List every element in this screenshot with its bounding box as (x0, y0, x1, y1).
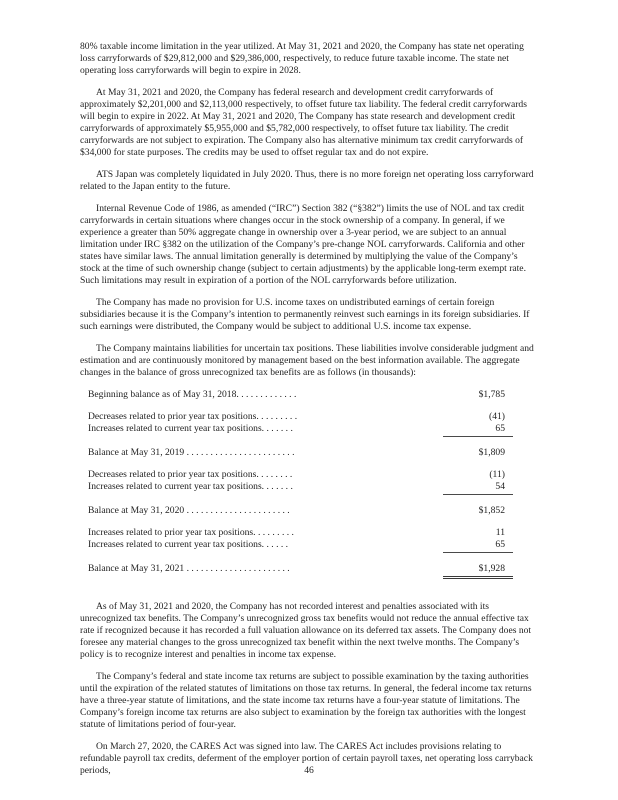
row-label: Increases related to current year tax positions. . . . . . . (88, 481, 293, 492)
paragraph: Internal Revenue Code of 1986, as amended (“IRC”) Section 382 (“§382”) limits the use of NOL and tax credit carryforwards in certain situations where changes occur in the stock ownership of a company. In general, if we experience a greater than 50% aggregate change in ownership over a 3-year period, we are subject to an annual limitation under IRC §382 on the utilization of the Company’s pre-change NOL carryforwards. California and other states have similar laws. The annual limitation generally is determined by multiplying the value of the Company’s stock at the time of such ownership change (subject to certain adjustments) by the applicable long-term exempt rate. Such limitations may result in expiration of a portion of the NOL carryforwards before utilization. (80, 203, 526, 286)
paragraph: ATS Japan was completely liquidated in July 2020. Thus, there is no more foreign net operating loss carryforward related to the Japan entity to the future. (80, 169, 534, 192)
table-row (88, 469, 540, 481)
row-label: Balance at May 31, 2019 . . . . . . . . . . . . . . . . . . . . . . . (88, 447, 295, 458)
row-label: Increases related to prior year tax positions. . . . . . . . . (88, 527, 294, 538)
paragraph: As of May 31, 2021 and 2020, the Company has not recorded interest and penalties associated with its unrecognized tax benefits. The Company’s unrecognized gross tax benefits would not reduce the annual effective tax rate if recognized because it has recorded a full valuation allowance on its deferred tax assets. The Company does not foresee any material changes to the gross unrecognized tax benefit within the next twelve months. The Company’s policy is to recognize interest and penalties in income tax expense. (80, 601, 532, 660)
table-row (88, 481, 540, 495)
row-value: (11) (489, 469, 505, 480)
row-value: $1,852 (478, 505, 505, 516)
paragraph: On March 27, 2020, the CARES Act was signed into law. The CARES Act includes provisions relating to refundable payroll tax credits, deferment of the employer portion of certain payroll taxes, net operating loss carryback periods, (80, 741, 533, 776)
table-row (88, 423, 540, 437)
paragraph: The Company has made no provision for U.S. income taxes on undistributed earnings of certain foreign subsidiaries because it is the Company’s intention to permanently reinvest such earnings in its foreign subsidiaries. If such earnings were distributed, the Company would be subject to additional U.S. income tax expense. (80, 297, 530, 332)
row-value: $1,809 (478, 447, 505, 458)
table-row (88, 505, 540, 517)
paragraph: At May 31, 2021 and 2020, the Company has federal research and development credit carryforwards of approximately $2,201,000 and $2,113,000 respectively, to offset future tax liability. The federal credit carryforwards will begin to expire in 2022. At May 31, 2021 and 2020, The Company has state research and development credit carryforwards of approximately $5,955,000 and $5,782,000 respectively, to offset future tax liability. The credit carryforwards are not subject to expiration. The Company also has alternative minimum tax credit carryforwards of $34,000 for state purposes. The credits may be used to offset regular tax and do not expire. (80, 87, 527, 158)
page-content (80, 41, 540, 787)
row-label: Decreases related to prior year tax positions. . . . . . . . . (88, 411, 298, 422)
paragraphs-after (80, 601, 540, 777)
table-row (88, 389, 540, 401)
row-value: 11 (495, 527, 505, 538)
table-row (88, 539, 540, 553)
row-value: 65 (443, 539, 513, 553)
paragraph: The Company maintains liabilities for uncertain tax positions. These liabilities involve considerable judgment and estimation and are continuously monitored by management based on the best information available. The aggregate changes in the balance of gross unrecognized tax benefits are as follows (in thousands): (80, 343, 534, 378)
row-value: 54 (443, 481, 513, 495)
paragraph: 80% taxable income limitation in the year utilized. At May 31, 2021 and 2020, the Company has state net operating loss carryforwards of $29,812,000 and $29,386,000, respectively, to reduce future taxable income. The state net operating loss carryforwards will begin to expire in 2028. (80, 41, 524, 76)
row-value: $1,928 (443, 563, 513, 579)
row-label: Decreases related to prior year tax positions. . . . . . . . (88, 469, 293, 480)
table-row (88, 447, 540, 459)
paragraphs-before (80, 41, 540, 379)
row-value: (41) (489, 411, 505, 422)
row-label: Balance at May 31, 2020 . . . . . . . . . . . . . . . . . . . . . . (88, 505, 290, 516)
page-number: 46 (304, 765, 314, 776)
row-label: Increases related to current year tax positions. . . . . . (88, 539, 289, 550)
row-label: Balance at May 31, 2021 . . . . . . . . . . . . . . . . . . . . . . (88, 563, 290, 574)
row-label: Increases related to current year tax positions. . . . . . . (88, 423, 293, 434)
table-row (88, 411, 540, 423)
table-row (88, 563, 540, 579)
paragraph: The Company’s federal and state income tax returns are subject to possible examination by the taxing authorities until the expiration of the related statutes of limitations on those tax returns. In general, the federal income tax returns have a three-year statute of limitations, and the state income tax returns have a four-year statute of limitations. The Company’s foreign income tax returns are also subject to examination by the foreign tax authorities with the longest statute of limitations period of four-year. (80, 671, 532, 730)
row-value: 65 (443, 423, 513, 437)
row-value: $1,785 (478, 389, 505, 400)
unrecognized-tax-benefits-table (80, 389, 540, 579)
row-label: Beginning balance as of May 31, 2018. . . . . . . . . . . . . (88, 389, 297, 400)
table-row (88, 527, 540, 539)
